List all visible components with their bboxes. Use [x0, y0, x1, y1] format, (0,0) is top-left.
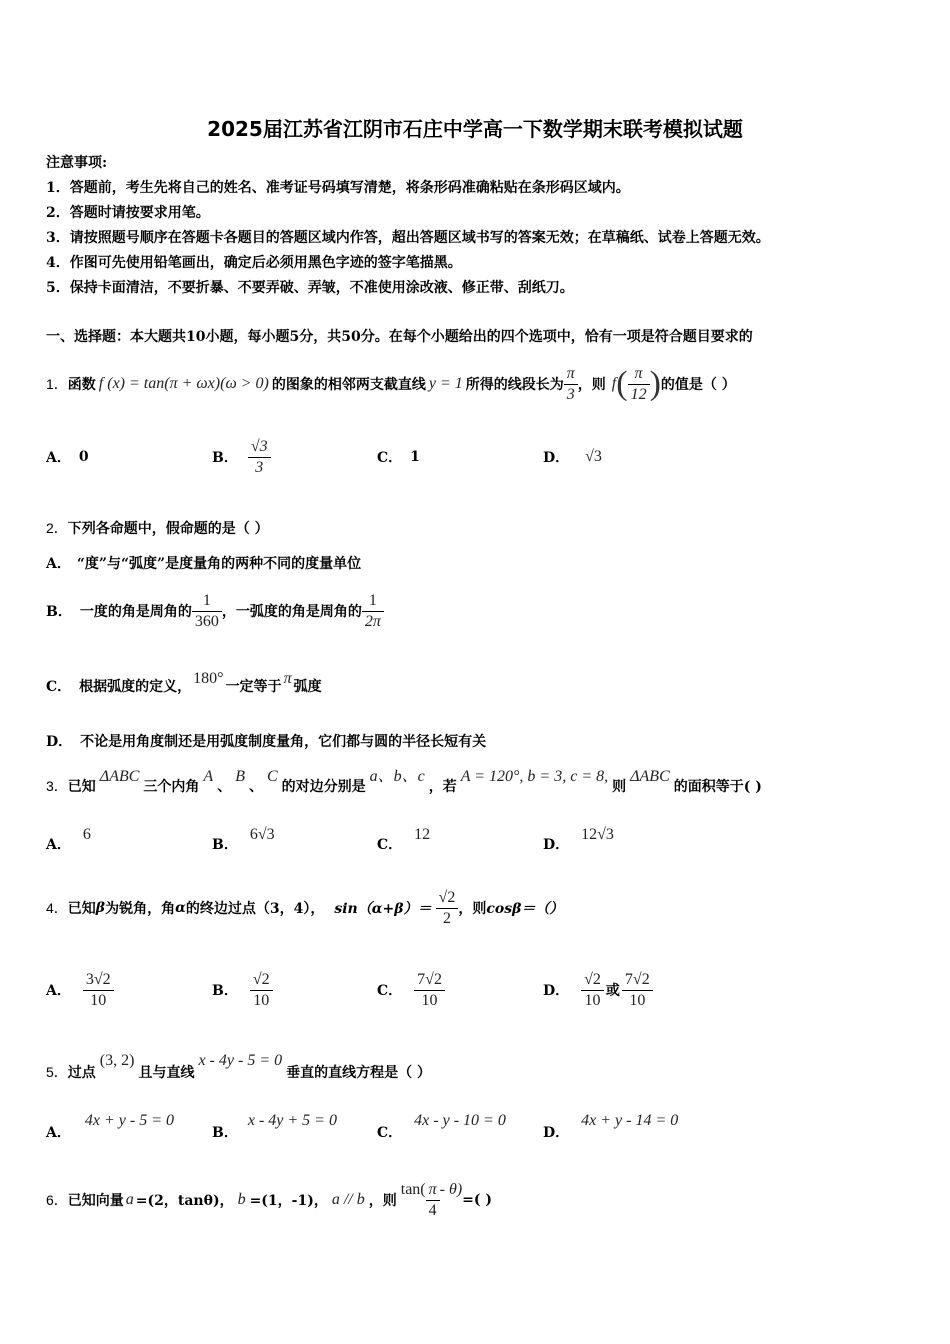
notice-heading: 注意事项:	[46, 155, 108, 171]
option-c[interactable]: C． 4x - y - 10 = 0	[377, 1112, 506, 1141]
question-4: 4． 已知 β 为锐角，角 α 的终边过点（3，4）， sin（α+β）＝ $\frac{√2}{2}$ ，则 cosβ＝（）	[46, 888, 564, 927]
notice-item: 4．作图可先使用铅笔画出，确定后必须用黑色字迹的签字笔描黑。	[46, 255, 462, 271]
question-text: 函数	[67, 377, 96, 393]
fraction: $\frac{\pi}{12}$	[628, 364, 650, 405]
fraction: $\frac{1}{360}$	[192, 591, 222, 632]
fraction: $\frac{1}{2\pi}$	[362, 591, 384, 632]
question-6: 6． 已知向量 a =(2，tanθ)， b =(1，-1)， a // b ，则 tan( $\frac{\pi}{4}$ - θ) =( )	[46, 1180, 493, 1219]
option-c[interactable]: C． 12	[377, 826, 431, 853]
option-a[interactable]: A． 4x + y - 5 = 0	[46, 1112, 174, 1141]
option-c[interactable]: C． 1	[377, 449, 420, 466]
math-expression: f	[611, 375, 617, 392]
fraction: $\frac{√3}{3}$	[248, 437, 271, 478]
option-d[interactable]: D． √3	[543, 448, 602, 466]
option-b[interactable]: B． 一度的角是周角的 $\frac{1}{360}$ ，一弧度的角是周角的 $\frac{1}{2\pi}$	[46, 588, 384, 634]
question-number: 1．	[46, 376, 68, 392]
fraction: $\frac{\pi}{3}$	[564, 364, 578, 405]
question-5: 5． 过点 (3, 2) 且与直线 x - 4y - 5 = 0 垂直的直线方程是（ ）	[46, 1052, 431, 1081]
math-expression: f (x) = tan(π + ωx)(ω > 0)	[98, 375, 269, 392]
option-c[interactable]: C． 根据弧度的定义， 180° 一定等于 π 弧度	[46, 670, 322, 695]
option-d[interactable]: D． 4x + y - 14 = 0	[543, 1112, 679, 1141]
option-c[interactable]: C． $\frac{7√2}{10}$	[377, 965, 445, 1015]
page-title: 2025届江苏省江阴市石庄中学高一下数学期末联考模拟试题	[207, 117, 743, 141]
option-b[interactable]: B． $\frac{√3}{3}$	[212, 432, 271, 482]
fraction: $\frac{7√2}{10}$	[414, 970, 445, 1011]
question-2: 2．下列各命题中，假命题的是（ ）	[46, 520, 269, 537]
fraction: $\frac{√2}{10}$	[250, 970, 273, 1011]
fraction: $\frac{\pi}{4}$	[426, 1180, 440, 1221]
fraction: $\frac{√2}{2}$	[436, 888, 459, 929]
notice-item: 1．答题前，考生先将自己的姓名、准考证号码填写清楚，将条形码准确粘贴在条形码区域内。	[46, 180, 630, 196]
option-a[interactable]: A． “度”与“弧度”是度量角的两种不同的度量单位	[46, 556, 362, 572]
option-d[interactable]: D． 不论是用角度制还是用弧度制度量角，它们都与圆的半径长短有关	[46, 734, 487, 750]
fraction: $\frac{√2}{10}$	[581, 970, 604, 1011]
notice-item: 2．答题时请按要求用笔。	[46, 205, 210, 221]
option-a[interactable]: A． 0	[46, 449, 89, 466]
question-text: ，则	[577, 377, 606, 393]
option-a[interactable]: A． 6	[46, 826, 91, 853]
fraction: $\frac{3√2}{10}$	[83, 970, 114, 1011]
option-b[interactable]: B． 6√3	[212, 826, 275, 853]
option-d[interactable]: D． 12√3	[543, 826, 614, 853]
option-b[interactable]: B． $\frac{√2}{10}$	[212, 965, 273, 1015]
question-3: 3． 已知 ΔABC 三个内角 A 、 B 、 C 的对边分别是 a、b、c ，若 A = 120°, b = 3, c = 8, 则 ΔABC 的面积等于( )	[46, 768, 762, 795]
option-d[interactable]: D． $\frac{√2}{10}$ 或 $\frac{7√2}{10}$	[543, 965, 653, 1015]
question-1: 1． 函数 f (x) = tan(π + ωx)(ω > 0) 的图象的相邻两支截直线 y = 1 所得的线段长为 $\frac{\pi}{3}$ ，则 f ( $\frac{\pi}{12}$ ) 的值是（ ）	[46, 364, 736, 403]
question-text: 所得的线段长为	[465, 377, 564, 393]
option-b[interactable]: B． x - 4y + 5 = 0	[212, 1112, 337, 1141]
question-text: 的图象的相邻两支截直线	[271, 377, 426, 393]
notice-item: 5．保持卡面清洁，不要折暴、不要弄破、弄皱，不准使用涂改液、修正带、刮纸刀。	[46, 280, 574, 296]
fraction: $\frac{7√2}{10}$	[622, 970, 653, 1011]
math-expression: y = 1	[428, 375, 463, 392]
option-a[interactable]: A． $\frac{3√2}{10}$	[46, 965, 114, 1015]
notice-item: 3．请按照题号顺序在答题卡各题目的答题区域内作答，超出答题区域书写的答案无效；在草稿纸、试卷上答题无效。	[46, 230, 770, 246]
section-heading: 一、选择题：本大题共10小题，每小题5分，共50分。在每个小题给出的四个选项中，恰有一项是符合题目要求的	[46, 329, 753, 345]
question-text: 的值是（ ）	[660, 377, 736, 393]
